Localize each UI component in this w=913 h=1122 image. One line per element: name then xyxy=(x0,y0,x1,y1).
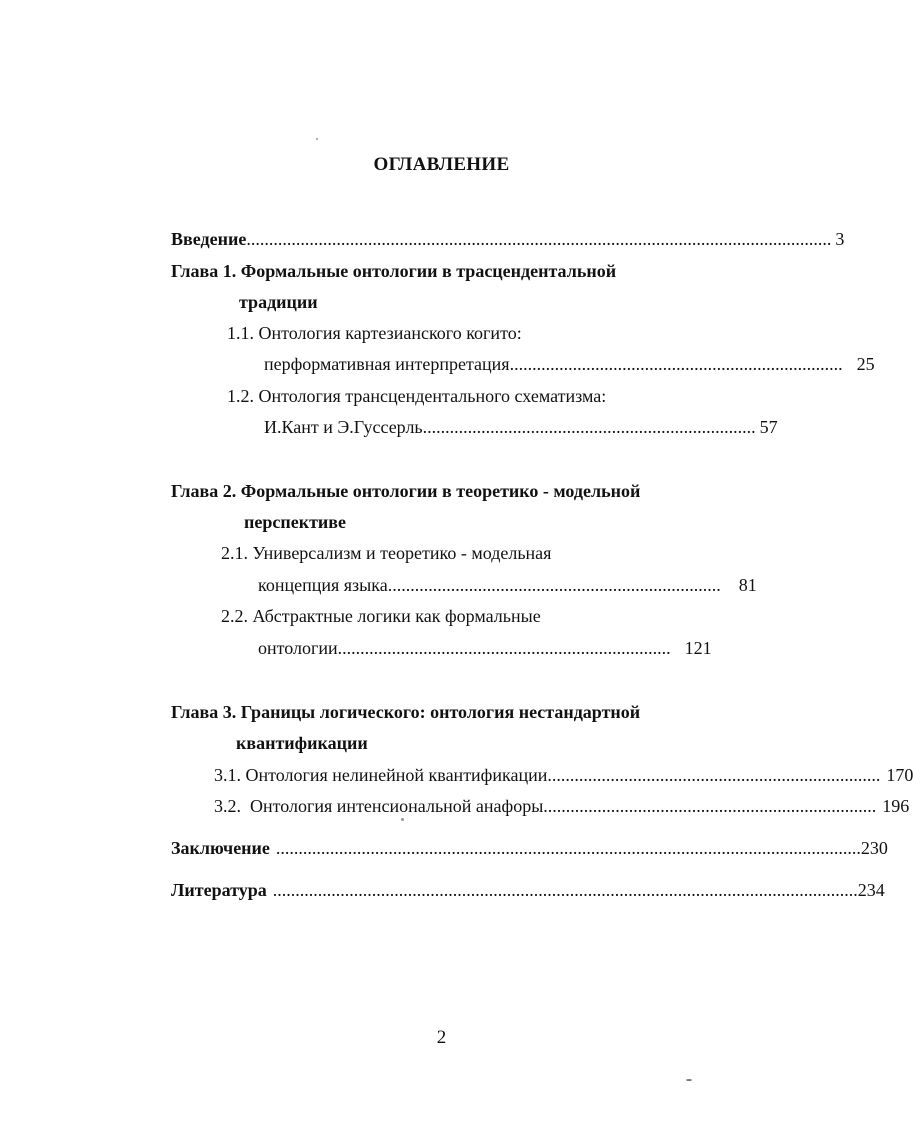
toc-entry-literature[interactable] xyxy=(171,879,885,901)
toc-page-number: 81 xyxy=(738,575,757,595)
toc-entry-label: перформативная интерпретация xyxy=(264,354,510,374)
section-1-1-entry[interactable] xyxy=(264,353,875,375)
scan-speck xyxy=(686,1079,692,1081)
section-3-2-entry[interactable] xyxy=(214,795,910,817)
toc-entry-label: Заключение xyxy=(171,838,270,858)
section-1-2-title[interactable]: 1.2. Онтология трансцендентального схематизма: xyxy=(227,386,607,406)
dot-leader: .......................................................................... xyxy=(509,354,843,374)
section-1-1-title[interactable]: 1.1. Онтология картезианского когито: xyxy=(227,323,522,343)
toc-entry-label: 3.2. Онтология интенсиональной анафоры xyxy=(214,796,544,816)
chapter-3-heading-cont: квантификации xyxy=(236,733,368,753)
section-2-2-entry[interactable] xyxy=(258,637,712,659)
toc-page-number: 234 xyxy=(857,880,885,900)
dot-leader: .......................................................................... xyxy=(547,765,881,785)
page-number: 2 xyxy=(436,1027,447,1048)
section-2-2-title[interactable]: 2.2. Абстрактные логики как формальные xyxy=(221,606,541,626)
toc-page-number: 121 xyxy=(684,638,712,658)
page-title: ОГЛАВЛЕНИЕ xyxy=(373,154,510,175)
toc-entry-label: Литература xyxy=(171,880,267,900)
scan-speck xyxy=(316,138,318,140)
toc-entry-label: концепция языка xyxy=(258,575,388,595)
dot-leader: .................................................................................................................................. xyxy=(272,880,858,900)
dot-leader: .......................................................................... xyxy=(337,638,671,658)
dot-leader: .................................................................................................................................. xyxy=(275,838,861,858)
toc-entry-intro[interactable] xyxy=(171,228,845,250)
toc-page-number: 170 xyxy=(886,765,913,785)
dot-leader: .......................................................................... xyxy=(422,417,756,437)
toc-page-number: 57 xyxy=(759,417,778,437)
toc-entry-conclusion[interactable] xyxy=(171,837,888,859)
section-2-1-title[interactable]: 2.1. Универсализм и теоретико - модельная xyxy=(221,543,552,563)
toc-entry-label: Введение xyxy=(171,229,247,249)
dot-leader: .................................................................................................................................. xyxy=(246,229,832,249)
dot-leader: .......................................................................... xyxy=(543,796,877,816)
toc-page-number: 3 xyxy=(835,229,845,249)
toc-page-number: 196 xyxy=(882,796,910,816)
chapter-1-heading-cont: традиции xyxy=(239,292,318,312)
section-2-1-entry[interactable] xyxy=(258,574,757,596)
toc-page-number: 25 xyxy=(856,354,875,374)
section-1-2-entry[interactable] xyxy=(264,416,778,438)
chapter-1-heading[interactable]: Глава 1. Формальные онтологии в трасцендентальной xyxy=(171,261,617,281)
chapter-3-heading[interactable]: Глава 3. Границы логического: онтология нестандартной xyxy=(171,702,641,722)
chapter-2-heading[interactable]: Глава 2. Формальные онтологии в теоретико - модельной xyxy=(171,481,641,501)
dot-leader: .......................................................................... xyxy=(387,575,721,595)
toc-entry-label: 3.1. Онтология нелинейной квантификации xyxy=(214,765,548,785)
section-3-1-entry[interactable] xyxy=(214,764,913,786)
chapter-2-heading-cont: перспективе xyxy=(244,512,347,532)
scan-speck xyxy=(401,818,404,821)
toc-entry-label: И.Кант и Э.Гуссерль xyxy=(264,417,423,437)
toc-page-number: 230 xyxy=(860,838,888,858)
toc-entry-label: онтологии xyxy=(258,638,338,658)
